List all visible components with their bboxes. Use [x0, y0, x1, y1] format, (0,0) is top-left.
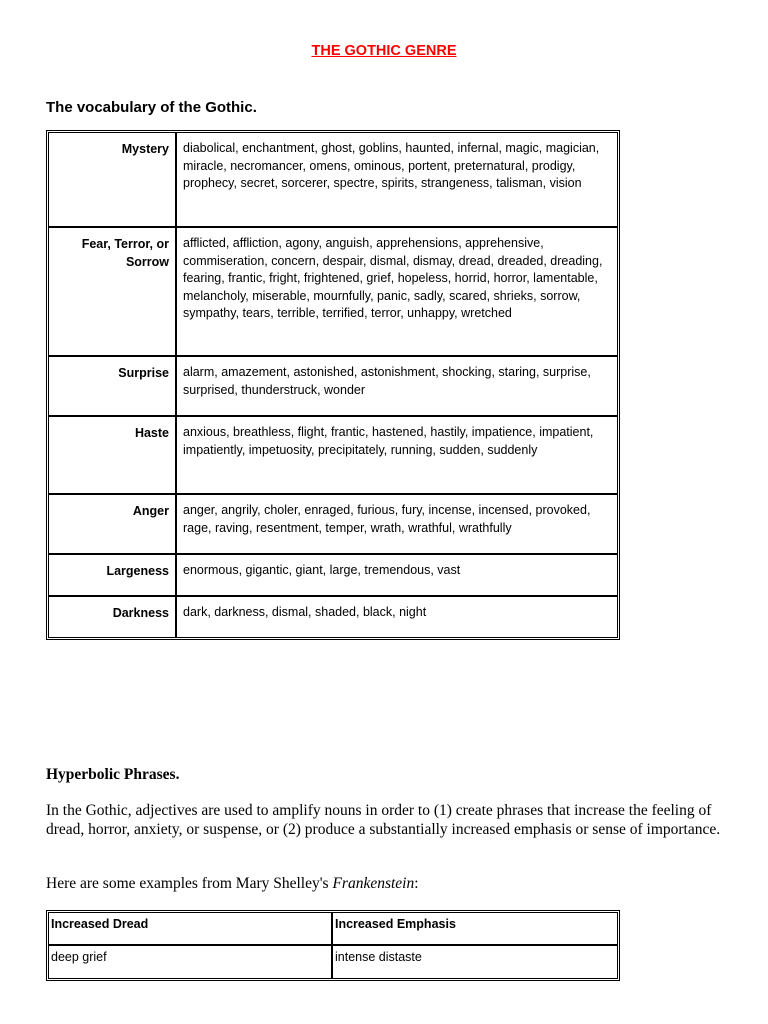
table-row [49, 597, 617, 637]
table-row [49, 555, 617, 597]
dread-phrase-cell: deep grief [49, 946, 333, 978]
book-title: Frankenstein [332, 875, 415, 892]
table-row [49, 946, 617, 978]
hyperbolic-heading: Hyperbolic Phrases. [46, 766, 180, 783]
words-cell: alarm, amazement, astonished, astonishment, shocking, staring, surprise, surprised, thunderstruck, wonder [177, 357, 617, 417]
hyperbolic-paragraph: In the Gothic, adjectives are used to amplify nouns in order to (1) create phrases that increase the feeling of dread, horror, anxiety, or suspense, or (2) produce a substantially increased emphasis or sense of importance. [46, 802, 721, 838]
words-cell: afflicted, affliction, agony, anguish, apprehensions, apprehensive, commiseration, concern, despair, dismal, dismay, dread, dreaded, dreading, fearing, frantic, fright, frightened, grief, hopeless, horrid, horror, lamentable, melancholy, miserable, mournfully, panic, sadly, scared, shrieks, sorrow, sympathy, tears, terrible, terrified, terror, unhappy, wretched [177, 228, 617, 357]
column-header-emphasis: Increased Emphasis [333, 913, 617, 946]
table-row [49, 495, 617, 555]
table-row [49, 417, 617, 495]
vocabulary-table [46, 130, 620, 640]
category-cell: Haste [49, 417, 177, 495]
table-row [49, 357, 617, 417]
table-header-row [49, 913, 617, 946]
table-row [49, 228, 617, 357]
examples-intro-text: Here are some examples from Mary Shelley's [46, 875, 333, 892]
examples-colon: : [414, 875, 419, 892]
emphasis-phrase-cell: intense distaste [335, 950, 422, 964]
examples-intro-line [46, 875, 419, 893]
words-cell: diabolical, enchantment, ghost, goblins, haunted, infernal, magic, magician, miracle, necromancer, omens, ominous, portent, preternatural, prodigy, prophecy, secret, sorcerer, spectre, spirits, strangeness, talisman, vision [177, 133, 617, 228]
column-header-dread: Increased Dread [49, 913, 333, 946]
category-cell: Anger [49, 495, 177, 555]
category-cell: Darkness [49, 597, 177, 637]
words-cell: anxious, breathless, flight, frantic, hastened, hastily, impatience, impatient, impatiently, impetuosity, precipitately, running, sudden, suddenly [177, 417, 617, 495]
category-cell: Fear, Terror, or Sorrow [49, 228, 177, 357]
category-cell: Mystery [49, 133, 177, 228]
category-cell: Surprise [49, 357, 177, 417]
words-cell: enormous, gigantic, giant, large, tremendous, vast [177, 555, 617, 597]
page-title: THE GOTHIC GENRE [311, 43, 457, 59]
category-cell: Largeness [49, 555, 177, 597]
vocab-heading: The vocabulary of the Gothic. [46, 99, 257, 116]
words-cell: anger, angrily, choler, enraged, furious, fury, incense, incensed, provoked, rage, raving, resentment, temper, wrath, wrathful, wrathfully [177, 495, 617, 555]
table-row [49, 133, 617, 228]
phrases-table [46, 910, 620, 981]
words-cell: dark, darkness, dismal, shaded, black, night [183, 605, 427, 619]
